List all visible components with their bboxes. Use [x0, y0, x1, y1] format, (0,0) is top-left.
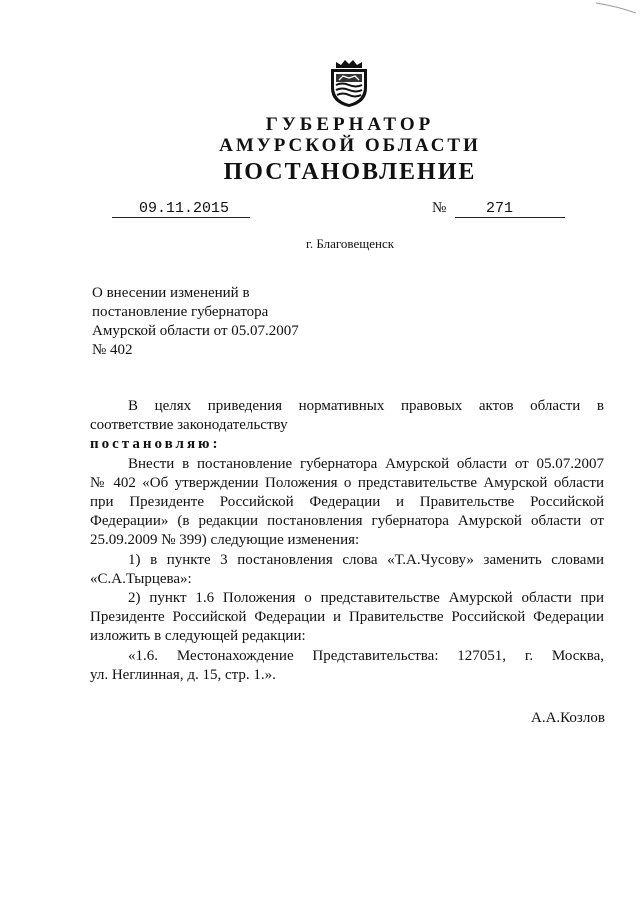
amendment-intro-line: Федерации» (в редакции постановления губернатора Амурской области от	[90, 513, 604, 530]
signatory-name: А.А.Козлов	[531, 710, 605, 726]
subject-line: Амурской области от 05.07.2007	[92, 323, 299, 339]
preamble-line: В целях приведения нормативных правовых актов области в	[128, 398, 604, 414]
amendment-intro-line: 25.09.2009 № 399) следующие изменения:	[90, 532, 360, 549]
document-number: 271	[486, 200, 514, 217]
amendment-item-1-line: «С.А.Тырцева»:	[90, 570, 192, 587]
document-type-title: ПОСТАНОВЛЕНИЕ	[223, 159, 477, 185]
new-wording-line: ул. Неглинная, д. 15, стр. 1.».	[90, 666, 276, 683]
issuer-title-line1: ГУБЕРНАТОР	[265, 114, 435, 135]
subject-line: № 402	[92, 342, 133, 358]
amendment-item-2-line: Президенте Российской Федерации и Правительстве Российской Федерации	[90, 609, 604, 626]
amendment-item-1-line: 1) в пункте 3 постановления слова «Т.А.Чусову» заменить словами	[128, 551, 604, 568]
issuer-title-line2: АМУРСКОЙ ОБЛАСТИ	[219, 135, 481, 156]
subject-line: О внесении изменений в	[92, 285, 250, 301]
date-underline	[112, 217, 250, 218]
amendment-intro-line: № 402 «Об утверждении Положения о представительстве Амурской области	[90, 474, 604, 491]
number-sign: №	[432, 200, 447, 216]
document-body	[90, 397, 604, 685]
amendment-item-2-line: изложить в следующей редакции:	[90, 628, 306, 645]
preamble-line: соответствие законодательству	[90, 417, 288, 434]
amendment-intro-line: Внести в постановление губернатора Амурской области от 05.07.2007	[128, 455, 604, 472]
number-underline	[455, 217, 565, 218]
document-date: 09.11.2015	[139, 200, 230, 217]
subject-line: постановление губернатора	[92, 304, 269, 320]
document-subject	[92, 284, 299, 360]
resolve-word: постановляю:	[90, 436, 221, 453]
issue-city: г. Благовещенск	[306, 236, 395, 251]
scan-artifact-mark	[596, 0, 636, 14]
coat-of-arms-icon	[327, 58, 371, 108]
new-wording-line: «1.6. Местонахождение Представительства: 127051, г. Москва,	[128, 647, 604, 664]
amendment-intro-line: при Президенте Российской Федерации и Правительстве Российской	[90, 494, 604, 511]
amendment-item-2-line: 2) пункт 1.6 Положения о представительстве Амурской области при	[128, 590, 604, 607]
